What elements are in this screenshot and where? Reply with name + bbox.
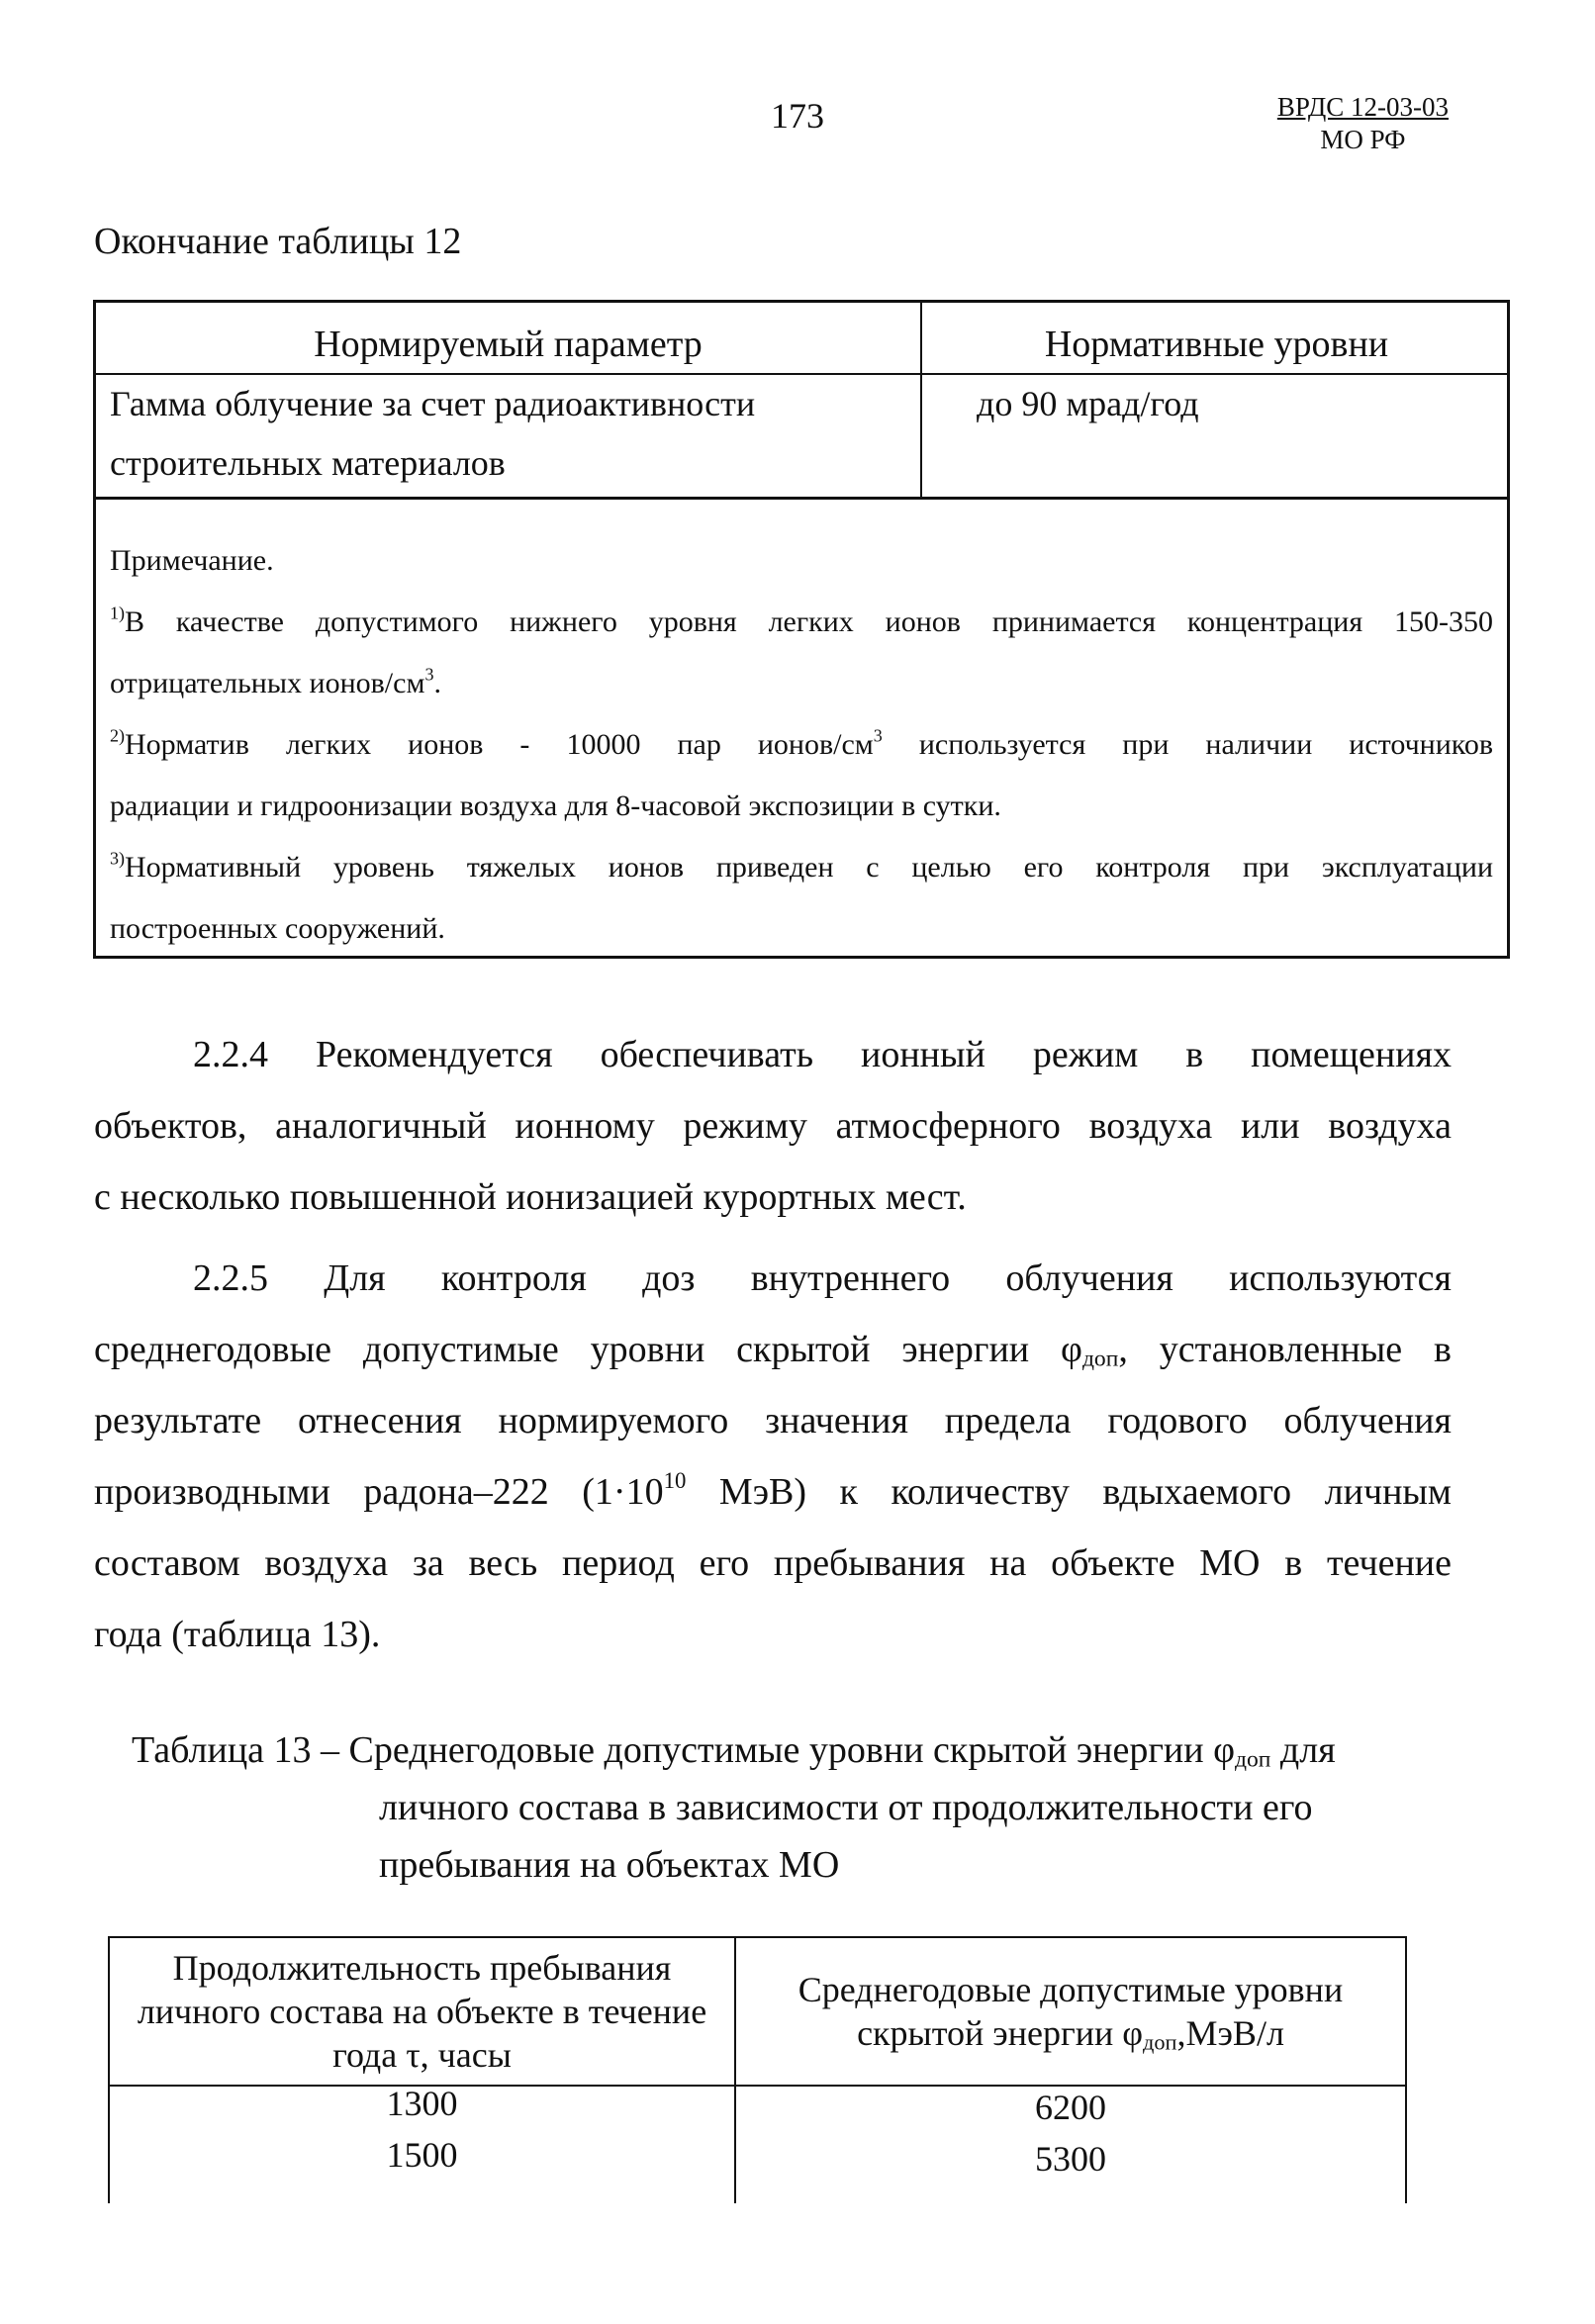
table13-header-duration: Продолжительность пребывания личного состава на объекте в течение года τ, часы [137,1948,707,2075]
exponent: 10 [663,1468,687,1494]
table13-cell-hours: 1300 [386,2084,458,2123]
page-number: 173 [771,96,824,136]
table13-caption [132,1721,1457,1894]
note-1-text-cont: отрицательных ионов/см [110,667,425,699]
header-text: ,МэВ/л [1176,2013,1284,2053]
table12-notes [110,530,1493,960]
paragraph-line [94,1456,1452,1528]
paragraph-text: , установленные в [1118,1329,1453,1370]
document-code [1277,91,1449,156]
paragraph-line: с несколько повышенной ионизацией курортных мест. [94,1176,967,1218]
paragraph-line: года (таблица 13). [94,1614,381,1655]
phi-subscript: доп [1081,1346,1119,1372]
note-2-line2: радиации и гидроонизации воздуха для 8-часовой экспозиции в сутки. [110,790,1001,822]
table13-right-border [1405,1936,1407,2203]
paragraph-line: объектов, аналогичный ионному режиму атмосферного воздуха или воздуха [94,1105,1452,1147]
paragraph-text: среднегодовые допустимые уровни скрытой энергии φ [94,1329,1082,1370]
paragraph-2-2-5 [94,1243,1452,1670]
paragraph-line: 2.2.5 Для контроля доз внутреннего облучения используются [193,1257,1452,1299]
table12-caption: Окончание таблицы 12 [94,221,462,262]
table12-header-parameter: Нормируемый параметр [314,324,703,365]
note-3-line1 [110,837,1493,898]
note-2-mark: 2) [110,725,125,746]
table13-caption-line2: личного состава в зависимости от продолжительности его [379,1787,1313,1828]
paragraph-line: составом воздуха за весь период его пребывания на объекте МО в течение [94,1542,1452,1584]
note-2-text-cont: используется при наличии источников [882,728,1494,761]
table13-caption-line1 [132,1729,1336,1771]
table12-cell-parameter: Гамма облучение за счет радиоактивности строительных материалов [110,384,756,483]
table13-header-level [736,1968,1405,2055]
paragraph-line: результате отнесения нормируемого значения предела годового облучения [94,1400,1452,1441]
notes-title: Примечание. [110,544,274,577]
note-1-mark: 1) [110,603,125,623]
note-1-line2 [110,653,1493,714]
table13-cell-value: 5300 [1035,2139,1106,2179]
document-code-line2: МО РФ [1320,125,1406,154]
note-2-text: Норматив легких ионов - 10000 пар ионов/см [125,728,874,761]
paragraph-line: 2.2.4 Рекомендуется обеспечивать ионный режим в помещениях [193,1034,1452,1075]
phi-subscript: доп [1235,1746,1271,1773]
table12 [93,300,1510,959]
note-3-mark: 3) [110,848,125,869]
table12-cell-level: до 90 мрад/год [977,384,1199,423]
caption-text: для [1270,1729,1336,1771]
note-2-sup: 3 [873,725,883,746]
table13 [108,1936,1407,2203]
note-1-sup: 3 [424,664,434,685]
paragraph-text: МэВ) к количеству вдыхаемого личным [686,1471,1452,1513]
paragraph-line [94,1314,1452,1385]
note-3-text: Нормативный уровень тяжелых ионов приведен с целью его контроля при эксплуатации [125,851,1493,883]
note-2-line1 [110,714,1493,776]
table12-notes-divider [96,497,1507,500]
note-1-line1 [110,592,1493,653]
table12-header-levels: Нормативные уровни [1044,324,1389,365]
paragraph-2-2-4 [94,1019,1452,1233]
table13-top-border [108,1936,1407,1938]
phi-subscript: доп [1143,2029,1177,2055]
note-3-line2: построенных сооружений. [110,912,445,945]
table13-cell-hours: 1500 [386,2135,458,2175]
note-1-end: . [433,667,441,699]
note-1-text: В качестве допустимого нижнего уровня легких ионов принимается концентрация 150-350 [125,605,1493,638]
header-text: Среднегодовые допустимые уровни скрытой энергии φ [798,1970,1344,2053]
table13-cell-value: 6200 [1035,2088,1106,2127]
paragraph-text: производными радона–222 (1·10 [94,1471,664,1513]
caption-text: Таблица 13 – Среднегодовые допустимые уровни скрытой энергии φ [132,1729,1236,1771]
table13-caption-line3: пребывания на объектах МО [379,1844,840,1886]
document-code-line1: ВРДС 12-03-03 [1276,92,1449,122]
